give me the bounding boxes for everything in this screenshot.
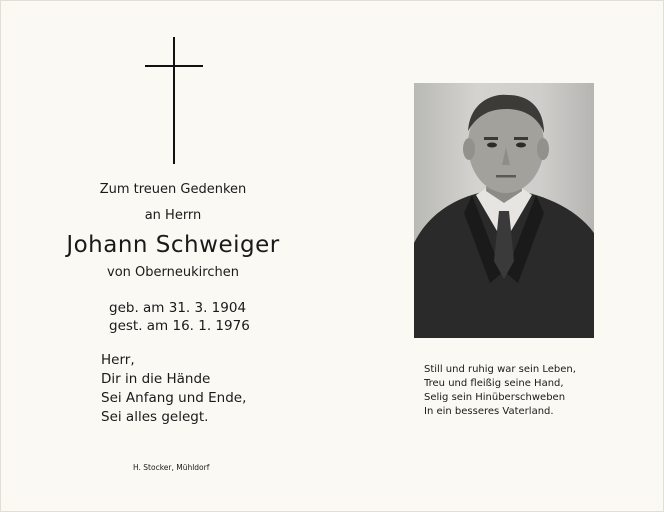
cross-vertical-bar <box>173 37 175 164</box>
poem-line: Selig sein Hinüberschweben <box>424 392 566 403</box>
place-of-origin: von Oberneukirchen <box>107 265 239 280</box>
birth-date: geb. am 31. 3. 1904 <box>109 300 247 316</box>
prayer-line: Dir in die Hände <box>101 371 211 387</box>
printer-credit: H. Stocker, Mühldorf <box>133 463 210 472</box>
deceased-name: Johann Schweiger <box>66 232 280 258</box>
portrait-illustration <box>414 83 594 338</box>
cross-horizontal-bar <box>145 65 203 67</box>
prayer-line: Sei alles gelegt. <box>101 409 209 425</box>
poem-line: Still und ruhig war sein Leben, <box>424 364 576 375</box>
memorial-poem <box>424 363 576 419</box>
memorial-heading: Zum treuen Gedenken <box>99 182 247 197</box>
poem-line: In ein besseres Vaterland. <box>424 406 554 417</box>
death-date: gest. am 16. 1. 1976 <box>109 318 250 334</box>
prayer-verse <box>101 351 246 427</box>
salutation: an Herrn <box>144 208 202 223</box>
poem-line: Treu und fleißig seine Hand, <box>424 378 564 389</box>
prayer-line: Sei Anfang und Ende, <box>101 390 247 406</box>
portrait-photo <box>414 83 594 338</box>
life-dates <box>109 299 250 335</box>
prayer-line: Herr, <box>101 352 135 368</box>
